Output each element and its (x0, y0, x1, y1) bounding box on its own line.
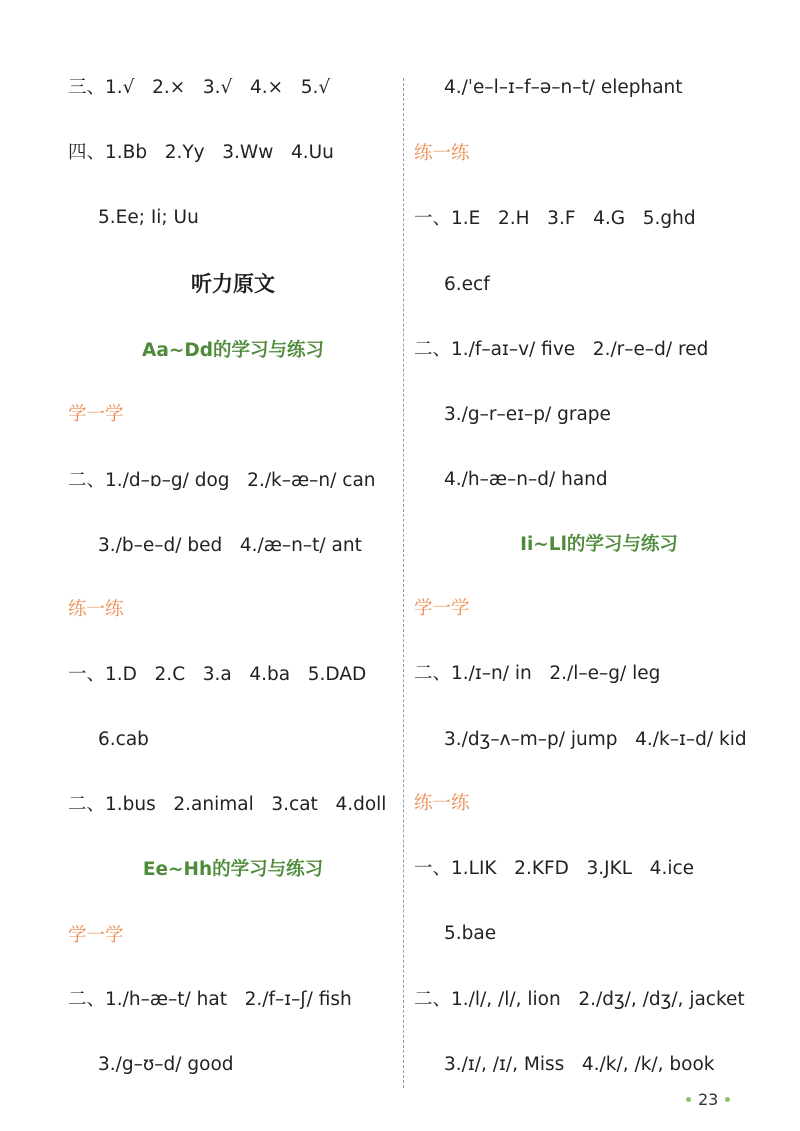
answer-line: 3./g–ʊ–d/ good (98, 1054, 234, 1075)
subsection-label: 学一学 (68, 925, 124, 946)
subsection-label: 学一学 (414, 598, 470, 619)
answer-line: 一、1.LIK 2.KFD 3.JKL 4.ice (414, 858, 695, 879)
subsection-label: 学一学 (68, 404, 124, 425)
section-title: Ii~Ll的学习与练习 (520, 534, 678, 555)
dot-icon (725, 1097, 730, 1102)
answer-line: 3./dʒ–ʌ–m–p/ jump 4./k–ɪ–d/ kid (444, 729, 747, 750)
subsection-label: 练一练 (414, 143, 470, 164)
section-main-title: 听力原文 (191, 272, 275, 296)
dot-icon (686, 1097, 691, 1102)
section-title: Ee~Hh的学习与练习 (142, 859, 324, 880)
answer-line: 3./b–e–d/ bed 4./æ–n–t/ ant (98, 535, 362, 556)
subsection-label: 练一练 (68, 599, 124, 620)
answer-line: 4./ˈe–l–ɪ–f–ə–n–t/ elephant (444, 77, 683, 98)
section-title: Aa~Dd的学习与练习 (142, 340, 324, 361)
page-number-text: 23 (698, 1089, 719, 1109)
answer-line: 四、1.Bb 2.Yy 3.Ww 4.Uu (68, 142, 334, 163)
answer-line: 一、1.D 2.C 3.a 4.ba 5.DAD (68, 664, 367, 685)
page-number (686, 1087, 730, 1111)
answer-line: 3./g–r–eɪ–p/ grape (444, 404, 611, 425)
answer-line: 三、1.√ 2.× 3.√ 4.× 5.√ (68, 77, 331, 98)
answer-line: 二、1./d–ɒ–g/ dog 2./k–æ–n/ can (68, 470, 376, 491)
answer-line: 二、1./h–æ–t/ hat 2./f–ɪ–ʃ/ fish (68, 989, 352, 1010)
answer-line: 6.ecf (444, 274, 490, 295)
answer-line: 二、1.bus 2.animal 3.cat 4.doll (68, 794, 387, 815)
column-divider (403, 78, 404, 1088)
answer-line: 5.bae (444, 923, 497, 944)
answer-line: 一、1.E 2.H 3.F 4.G 5.ghd (414, 208, 696, 229)
answer-line: 二、1./l/, /l/, lion 2./dʒ/, /dʒ/, jacket (414, 989, 745, 1010)
answer-line: 4./h–æ–n–d/ hand (444, 469, 608, 490)
answer-line: 二、1./ɪ–n/ in 2./l–e–g/ leg (414, 663, 661, 684)
answer-line: 6.cab (98, 729, 149, 750)
subsection-label: 练一练 (414, 793, 470, 814)
answer-line: 二、1./f–aɪ–v/ five 2./r–e–d/ red (414, 339, 709, 360)
answer-line: 5.Ee; Ii; Uu (98, 207, 199, 228)
answer-line: 3./ɪ/, /ɪ/, Miss 4./k/, /k/, book (444, 1054, 715, 1075)
